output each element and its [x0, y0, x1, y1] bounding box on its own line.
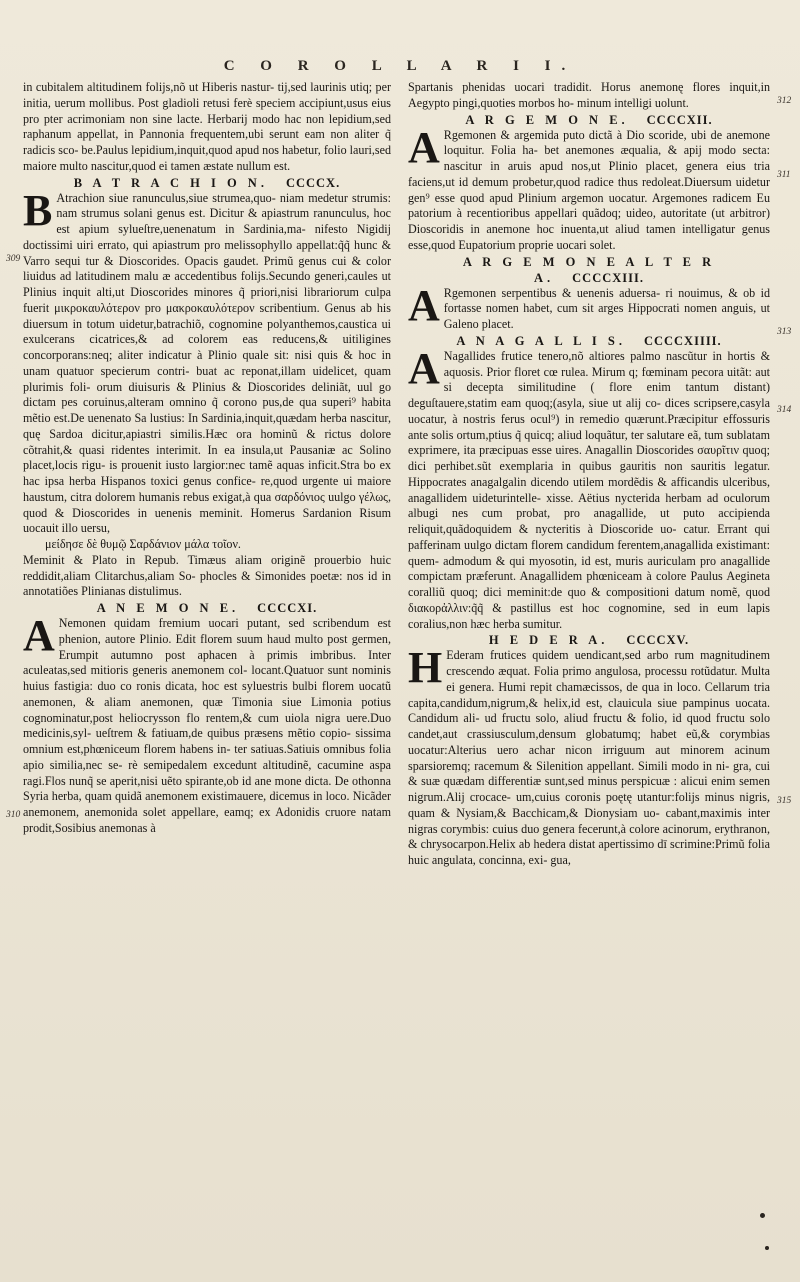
argemone-title: A R G E M O N E. — [465, 112, 629, 127]
left-column — [23, 80, 391, 837]
batrachion-text-continued: Meminit & Plato in Repub. Timæus aliam originẽ prouerbio huic reddidit,aliam Clitarchus,aliam So- phocles & Simonides poetæ: nos id in annotatiões Plinianas distulimus. — [23, 552, 391, 599]
anemone-title: A N E M O N E. — [96, 601, 240, 615]
margin-number: 312 — [777, 96, 792, 106]
batrachion-text: Atrachion siue ranunculus,siue strumea,quo- niam medetur strumis: nam strumus solani genus est. Dicitur & apiastrum ranunculus, hoc est apium sylueſtre,uenenatum in Sardinia,ma- nifesto Nigidij doctissimi uiri errato, qui apiastrum pro melissophyllo appellat:q̃q̃ hunc & Varro sequi tur & Dioscorides. Opacis gaudet. Primũ genus cui & color liuidus ad latitudinem malu æ accedentibus folijs.Secundo generi,caules ut Plinius inquit alti,ut Dioscorides minores q̃ priori,nisi librariorum culpa fuerit μικροκαυλότερον pro μακροκαυλότερον scribentium. Genus ab his diuersum in totum uidetur,batrachiõ, cognomine polyanthemos,caustica ui exulcerans cicatrices,& ad colorem eas reducens,& uitiligines concorporans:neq; aliter indicatur à Plinio quale sit: nisi quis & hoc in unam quatuor specierum contri- buat ac reponat,illam uidelicet, quam plurimis foli- orum diuisuris & Plinius & Dioscorides deliniãt, uul go dictam pes coruinus,alteram omnino q̃ corono pus,de qua superi⁹ habita mẽtio est.De uenenato Sa lustius: In Sardinia,inquit,quædam herba nascitur, quę Sardoa dicitur,apiastri similis.Hæc ora hominũ & rictus dolore cõtrahit,& quasi ridentes interimit. In ea insula,ut Pausaniæ ac Solino placet,locis rigu- is prouenit iusto largior:nec tamẽ aquas inficit.Stra bo ex hac ipsa herba Hispanos toxici genus confice- re,quod urgente ui maiore haustum, citra dolorem humanis rebus exigat,à qua σαρδόνιος uulgo γέλως, quod & Dioscorides in uenenis meminit. Homerus Sardanion Risum uocauit illo uersu, — [23, 190, 391, 536]
argemone-altera-paragraph — [408, 280, 770, 333]
anemone-dropcap: A — [23, 611, 55, 660]
anagallis-text: Nagallides frutice tenero,nõ altiores palmo nascũtur in hortis & aquosis. Prior floret cœ rulea. Mirum q; fœminam pecora uitãt: aut si decepta similitudine ( flore enim tantum distant) deguſtauere,statim eam quoq;(asyla, siue ut alij co- dices scripsere,casyla uocatur, à nostris ferus ocul⁹) in remedio quærunt.Præcipitur effossuris ante solis ortum,ptius q̃ quicq; aliud loquãtur, ter salutare eã, tum sublatam exprimere, ita præcipuas esse uires. Anagallin Dioscorides σαυρῖτιν quoq; dici perhibet.sũt exemplaria in quibus gauritis non sauritis legatur. Hippocrates anagalgalin dicendo utilem mordẽdis & afficandis ulceribus, anagallidem uideturintelle- xisse. Aëtius nycterida herbam ad oculorum albugi nes cum probat, pro anagallide, ut puto accipienda reliquit,quãdoquidem & nycteritis à Dioscoride uo- catur. Errant qui pafferinam uulgo dictam florem candidum ferentem,anagallida existimant: quem- admodum & qui myosotin, id est, muris auriculam pro anagallide compictam præferunt. Anagallidem phœniceam à colore Paulus Aegineta coralliũ quoq; dici meminit:de quo & compositioni datum nomẽ, quod διακορἀλλιν:q̃q̃ & pastillus est hoc cognomine, sed in eum lapis coralius,non hæc herba sumitur. — [408, 348, 770, 631]
right-column — [408, 80, 770, 869]
hedera-dropcap: H — [408, 643, 443, 693]
argemone-altera-text: Rgemonen serpentibus & uenenis aduersa- ri nouimus, & ob id fortasse nomen habet, cum sit arges Hippocrati nomen anguis, ut Galeno placet. — [443, 285, 770, 331]
left-intro-paragraph: in cubitalem altitudinem folijs,nõ ut Hiberis nastur- tij,sed laurinis utiq; per initia, uerum mollibus. Post gladioli retusi ferè speciem accipiunt,usus eius pro pter acrimoniam non sine lacte. Herbarij modo hac non lepidium,sed raphanum appellat, in Pannonia frequentem,ubi serunt eam non aliter q̃ radicis sco- be.Paulus lepidium,inquit,quod apud nos habetur, folio lauri,sed maiore multo nascitur,quod ei tamen æstate nullum est. — [23, 80, 391, 173]
anagallis-number: CCCCXIIII. — [643, 333, 722, 348]
hedera-text: Ederam frutices quidem uendicant,sed arbo rum magnitudinem crescendo æquat. Folia primo angulosa, processu rotũdatur. Multa ei genera. Humi repit chamæcissos, de qua in loco. Cellarum tria capita,candidum,nigrum,& helix,id est, clauicula siue pampinus uocata. Candidum ali- ud fructu solo, aliud fructu & folio, id quod fructu solo candet,aut crassiusculum,densum globatumq; habet eũ,& corymbias uocatur:Alterius uero achar nicon irriguum aut minorem acinum sparsioremq; racemum & Silenition appellant. Simili modo in ni- gra, cui & suæ quædam differentiæ sunt,sed minus perspicuæ : alicui enim semen nigrum.Alij crocace- um,cuius coronis poętę utantur:folijs minus nigris, quam & Nysiam,& Bacchicam,& Dionysiam uo- cabant,maximis inter nigras corymbis: cuius duo genera fecerunt,à colore acinorum, erythranon, & chrysocarpon.Helix ab hedera distat apertissimo dī scrimine:Primũ folia huic angulata, concinna, exi- gua, — [408, 648, 770, 867]
hedera-number: CCCCXV. — [626, 633, 690, 648]
batrachion-heading — [23, 175, 391, 191]
batrachion-title: B A T R A C H I O N. — [73, 175, 268, 190]
greek-verse: μείδησε δὲ θυμῷ Σαρδάνιον μάλα τοῖον. — [45, 537, 241, 551]
anemone-text: Nemonen quidam fremium uocari putant, sed scribendum est phenion, autore Plinio. Edit florem suum haud multo post germen, Erumpit autumno post aphacen à primis imbribus. Inter aculeatas,sed mitioris generis anemonem col- locant.Quatuor sunt nominis huius fastigia: duo co ronis dicata, hoc est syluestris bulbi florem uocatũ anemonen, & aliam anemonen, quæ Timonia siue Limonia potius cognominatur,post heliocrysson flo rentem,& cum uiola nigra uere.Duo medicinis,syl- ueſtrem & fatiuam,de quibus præsens mẽtio copio- sissima omnium est,phœniceum florem habens in- ter satiuas.Satiuis omnibus folia apio similia,nec se- rè semipedalem excedunt altitudinẽ, cacumine aspa ragi.Flos nunq̃ se aperit,nisi uẽto spirante,ob id ane mone dicta. De othonna Syria herba, quam quidã anemonem existimauere, dicemus in loco. Nicãder anemonem, anemonida solet appellare, eamq; ex Adonidis cruore natam prodit,Sosibius anemonas à — [23, 616, 391, 835]
margin-number: 314 — [777, 405, 792, 415]
hedera-paragraph — [408, 643, 770, 869]
anagallis-heading — [408, 333, 770, 349]
batrachion-dropcap: B — [23, 185, 53, 235]
margin-number: 315 — [777, 796, 792, 806]
anagallis-title: A N A G A L L I S. — [456, 333, 626, 348]
ink-speck — [765, 1246, 769, 1250]
margin-number: 310 — [6, 810, 21, 820]
margin-number: 313 — [777, 327, 792, 337]
argemone-altera-number: CCCCXIII. — [572, 270, 644, 285]
hedera-title: H E D E R A. — [488, 633, 609, 648]
anagallis-dropcap: A — [408, 343, 440, 393]
anemone-paragraph — [23, 611, 391, 837]
argemone-number: CCCCXII. — [646, 112, 713, 127]
margin-number: 311 — [777, 170, 791, 180]
batrachion-paragraph — [23, 185, 391, 538]
right-intro-paragraph: Spartanis phenidas uocari tradidit. Horus anemonę flores inquit,in Aegypto pingi,quoties morbos ho- minum intelligi uolunt. — [408, 80, 770, 110]
running-head: C O R O L L A R I I. — [223, 58, 577, 74]
argemone-paragraph — [408, 122, 770, 254]
margin-number: 309 — [6, 254, 21, 264]
argemone-altera-dropcap: A — [408, 280, 440, 330]
argemone-altera-title: A R G E M O N E A L T E R A. — [462, 254, 716, 285]
anemone-heading — [23, 600, 391, 616]
batrachion-number: CCCCX. — [285, 175, 341, 190]
argemone-heading — [408, 112, 770, 128]
argemone-altera-heading — [408, 254, 770, 286]
ink-speck — [760, 1213, 765, 1218]
hedera-heading — [408, 632, 770, 648]
argemone-text: Rgemonen & argemida puto dictã à Dio scoride, ubi de anemone loquitur. Folia ha- bet anemones æqualia, & apij modo secta: nascitur in aruis apud nos,ut Plinio placet, genera eius tria faciens,ut id demum probetur,quod radice thus redoleat.Diuersum uidetur gen⁹ esse quod apud Plinium argemon uocatur. Argemones radicem Eu patorium à recentioribus appellari quãdoq; uideo, autoritate (ut arbitror) Dioscoridis in anemone hoc inuenta,ut aliud tamen intelligatur genus esse,quod Eupatorium proprie uocari solet. — [408, 127, 770, 252]
argemone-dropcap: A — [408, 122, 440, 172]
anemone-number: CCCCXI. — [257, 601, 318, 615]
anagallis-paragraph — [408, 343, 770, 633]
